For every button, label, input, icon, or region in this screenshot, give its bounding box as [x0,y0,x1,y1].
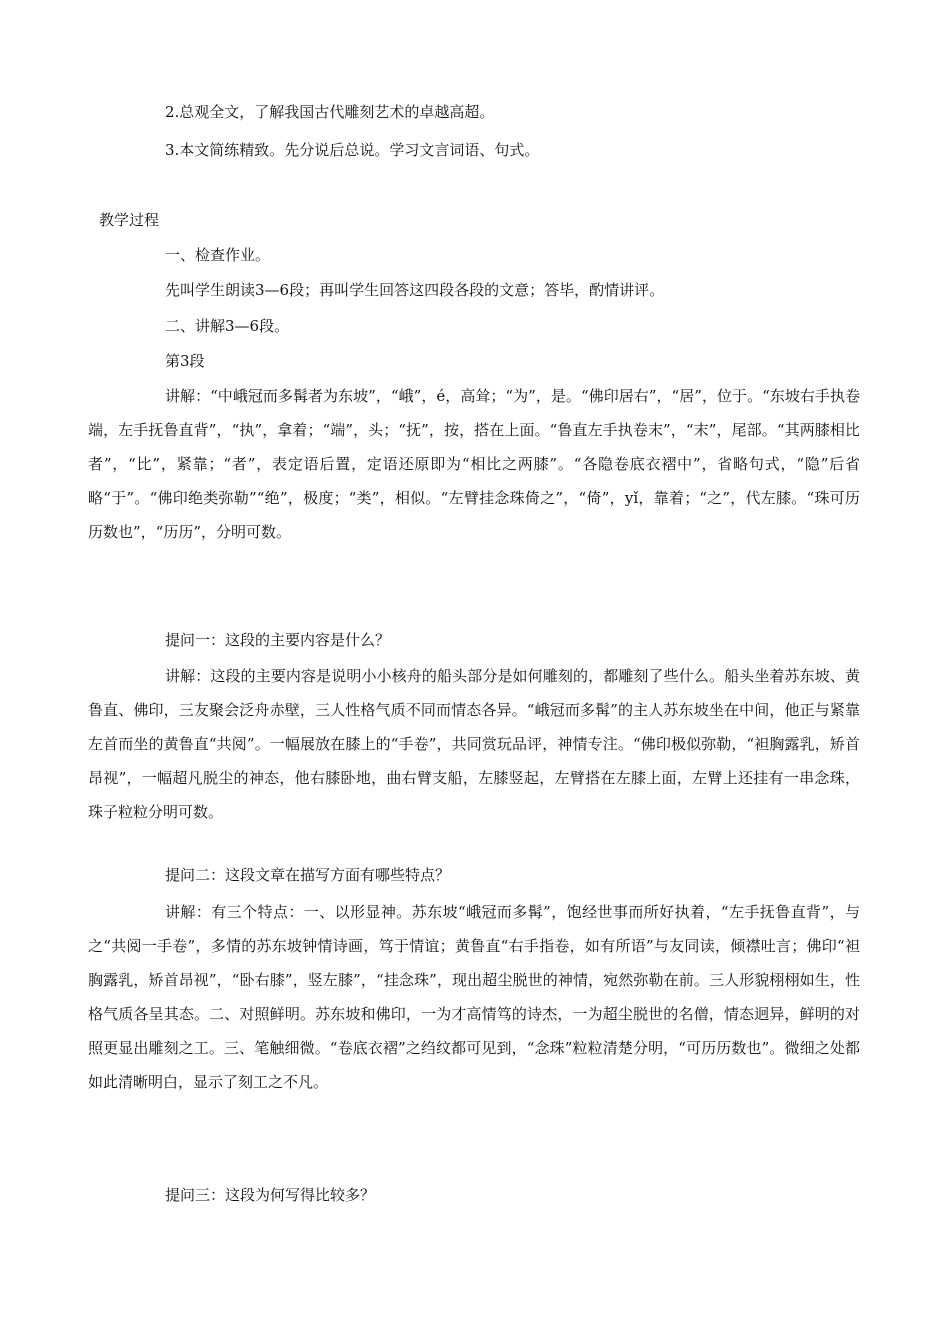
process-heading: 教学过程 [99,211,160,229]
question-1: 提问一：这段的主要内容是什么？ [165,631,391,649]
objective-2: 2.总观全文，了解我国古代雕刻艺术的卓越高超。 [165,103,495,121]
section-check-homework: 一、检查作业。 [165,246,271,264]
objective-3: 3.本文简练精致。先分说后总说。学习文言词语、句式。 [165,141,540,159]
explain-paragraph-3: 讲解：有三个特点：一、以形显神。苏东坡“峨冠而多髯”，饱经世事而所好执着，“左手抚鲁直背”，与之“共阅一手卷”，多情的苏东坡钟情诗画，笃于情谊；黄鲁直“右手指卷，如有所语”与友同读，倾襟吐言；佛印“袒胸露乳，矫首昂视”，“卧右膝”，竖左膝”，“挂念珠”，现出超尘脱世的神情，宛然弥勒在前。三人形貌栩栩如生，性格气质各呈其态。二、对照鲜明。苏东坡和佛印，一为才高情笃的诗杰，一为超尘脱世的名僧，情态迥异，鲜明的对照更显出雕刻之工。三、笔触细微。“卷底衣褶”之绉纹都可见到，“念珠”粒粒清楚分明，“可历历数也”。微细之处都如此清晰明白，显示了刻工之不凡。 [88,903,860,1091]
explain-paragraph-1: 讲解：“中峨冠而多髯者为东坡”，“峨”，é，高耸；“为”，是。“佛印居右”，“居”，位于。“东坡右手执卷端，左手抚鲁直背”，“执”，拿着；“端”，头；“抚”，按，搭在上面。“鲁直左手执卷末”，“末”，尾部。“其两膝相比者”，“比”，紧靠；“者”，表定语后置，定语还原即为“相比之两膝”。“各隐卷底衣褶中”，省略句式，“隐”后省略“于”。“佛印绝类弥勒”“绝”，极度；“类”，相似。“左臂挂念珠倚之”，“倚”，yǐ，靠着；“之”，代左膝。“珠可历历数也”，“历历”，分明可数。 [88,387,860,541]
check-homework-text: 先叫学生朗读3—6段；再叫学生回答这四段各段的文意；答毕，酌情讲评。 [165,281,665,299]
question-2: 提问二：这段文章在描写方面有哪些特点？ [165,866,451,884]
paragraph-3-label: 第3段 [165,352,205,370]
question-3: 提问三：这段为何写得比较多？ [165,1186,376,1204]
explain-paragraph-2: 讲解：这段的主要内容是说明小小核舟的船头部分是如何雕刻的，都雕刻了些什么。船头坐着苏东坡、黄鲁直、佛印，三友聚会泛舟赤壁，三人性格气质不同而情态各异。“峨冠而多髯”的主人苏东坡坐在中间，他正与紧靠左首而坐的黄鲁直“共阅”。一幅展放在膝上的“手卷”，共同赏玩品评，神情专注。“佛印极似弥勒，“袒胸露乳，矫首昂视”，一幅超凡脱尘的神态，他右膝卧地，曲右臂支船，左膝竖起，左臂搭在左膝上面，左臂上还挂有一串念珠，珠子粒粒分明可数。 [88,667,860,821]
section-explain-3-6: 二、讲解3—6段。 [165,317,290,335]
